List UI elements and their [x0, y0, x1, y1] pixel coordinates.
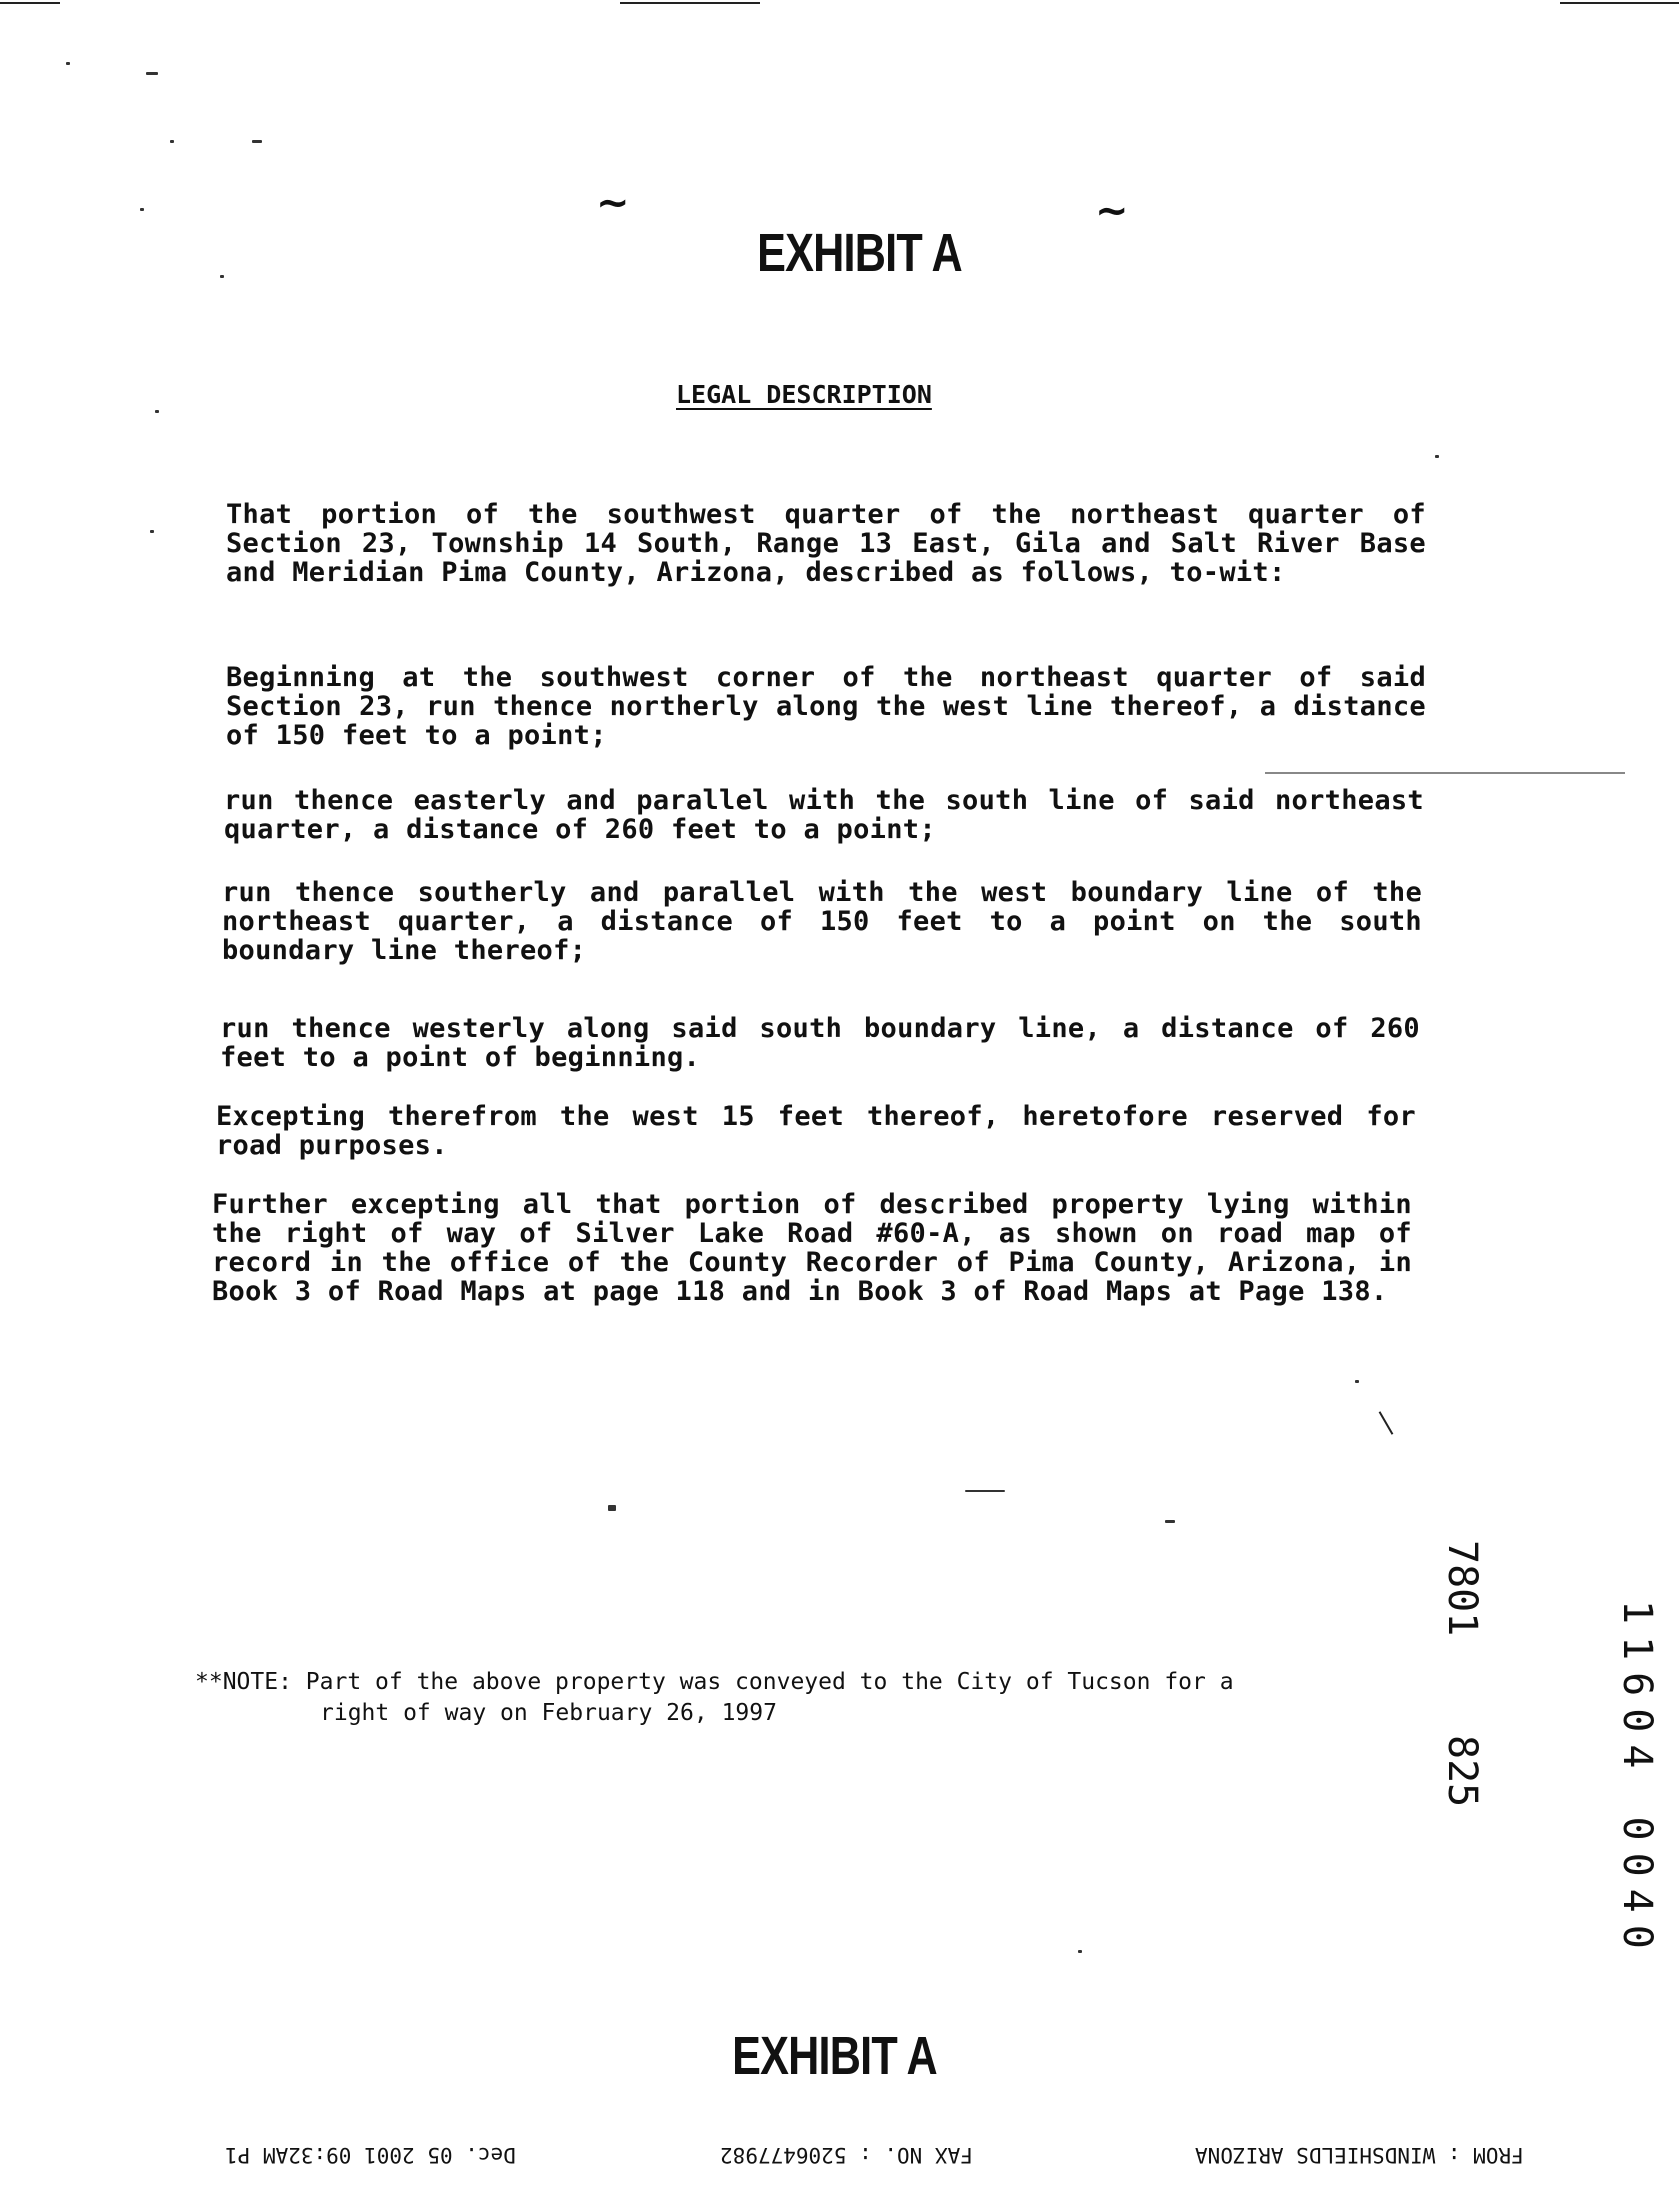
scan-speck — [150, 530, 154, 533]
recording-book-number: 7801 — [1439, 1540, 1485, 1637]
scan-line — [1265, 772, 1625, 774]
fax-header-number: FAX NO. : 5206477982 — [720, 2143, 973, 2167]
scan-line — [0, 2, 60, 4]
scan-speck — [140, 208, 144, 211]
recording-page-number: 825 — [1439, 1735, 1485, 1808]
stroke-mark — [1379, 1411, 1394, 1435]
fax-header-from: FROM : WINDSHIELDS ARIZONA — [1195, 2143, 1524, 2167]
paragraph-easterly: run thence easterly and parallel with the south line of said northeast quarter, a distance of 260 feet to a point; — [224, 785, 1424, 845]
fax-header-date: Dec. 05 2001 09:32AM P1 — [225, 2143, 516, 2167]
paragraph-southerly: run thence southerly and parallel with the west boundary line of the northeast quarter, a distance of 150 feet to a point on the south boundary line thereof; — [222, 877, 1422, 966]
scan-line — [620, 2, 760, 4]
scan-speck — [1165, 1520, 1175, 1523]
note-line-1: Part of the above property was conveyed to the City of Tucson for a — [305, 1669, 1234, 1695]
note-line-2: right of way on February 26, 1997 — [320, 1700, 777, 1726]
scan-speck — [965, 1490, 1005, 1492]
recording-document-number: 11604 0040 — [1614, 1600, 1660, 1961]
handwritten-mark-left: ~ — [596, 180, 630, 226]
scan-speck — [66, 62, 70, 65]
paragraph-beginning: Beginning at the southwest corner of the northeast quarter of said Section 23, run thence northerly along the west line thereof, a distance of 150 feet to a point; — [226, 662, 1426, 751]
note-label: **NOTE: — [195, 1669, 292, 1695]
note-block — [195, 1667, 1355, 1729]
scan-speck — [1355, 1380, 1359, 1383]
paragraph-exception-right-of-way: Further excepting all that portion of described property lying within the right of way of Silver Lake Road #60-A, as shown on road map of record in the office of the County Recorder of Pima County, Arizona, in Book 3 of Road Maps at page 118 and in Book 3 of Road Maps at Page 138. — [212, 1189, 1412, 1307]
exhibit-title-bottom: EXHIBIT A — [732, 2026, 937, 2086]
exhibit-title-top: EXHIBIT A — [757, 223, 962, 283]
paragraph-parcel-description: That portion of the southwest quarter of the northeast quarter of Section 23, Township 14 South, Range 13 East, Gila and Salt River Base and Meridian Pima County, Arizona, described as follows, to-wit: — [226, 499, 1426, 588]
scan-line — [1560, 2, 1679, 4]
paragraph-exception-road: Excepting therefrom the west 15 feet thereof, heretofore reserved for road purposes. — [216, 1101, 1416, 1161]
legal-description-heading: LEGAL DESCRIPTION — [676, 380, 932, 409]
scan-speck — [1435, 455, 1439, 458]
paragraph-westerly: run thence westerly along said south boundary line, a distance of 260 feet to a point of beginning. — [220, 1013, 1420, 1073]
scan-speck — [252, 140, 262, 143]
handwritten-mark-right: ~ — [1095, 188, 1129, 234]
scan-speck — [146, 72, 158, 75]
scan-speck — [608, 1505, 616, 1511]
scan-speck — [155, 410, 159, 413]
scan-speck — [1078, 1950, 1082, 1953]
scan-speck — [170, 140, 174, 143]
